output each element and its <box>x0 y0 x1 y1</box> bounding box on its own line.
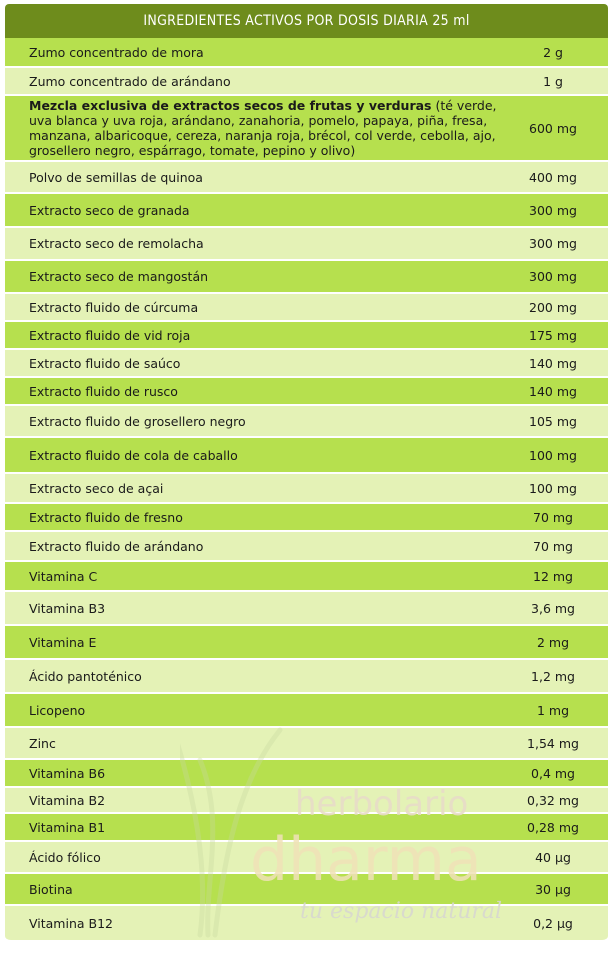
ingredient-amount: 2 mg <box>536 634 570 650</box>
ingredient-name: Extracto seco de mangostán <box>29 269 209 284</box>
ingredient-name: Ácido pantoténico <box>29 668 142 684</box>
ingredient-name: Extracto fluido de grosellero negro <box>29 413 246 429</box>
ingredient-name: Zumo concentrado de arándano <box>29 73 231 89</box>
table-row <box>5 350 608 378</box>
ingredient-name: Biotina <box>29 881 73 897</box>
ingredient-name: Ácido fólico <box>29 849 101 865</box>
table-row <box>5 96 608 162</box>
table-row <box>5 504 608 532</box>
ingredient-amount: 0,4 mg <box>531 765 575 781</box>
table-row <box>5 68 608 96</box>
ingredient-amount: 400 mg <box>529 169 577 185</box>
ingredient-amount: 300 mg <box>529 236 577 251</box>
ingredient-name: Licopeno <box>29 702 86 718</box>
ingredient-name: Extracto fluido de cúrcuma <box>29 299 199 315</box>
ingredient-name: Extracto fluido de rusco <box>29 383 178 399</box>
table-row <box>5 592 608 626</box>
ingredient-amount: 140 mg <box>529 355 577 371</box>
ingredient-amount: 30 µg <box>535 881 571 897</box>
ingredient-amount: 140 mg <box>529 383 577 399</box>
ingredient-amount: 1,2 mg <box>531 668 575 684</box>
table-row <box>5 906 608 942</box>
ingredient-name: Vitamina B6 <box>29 765 106 781</box>
watermark-line-3: tu espacio natural <box>300 899 503 924</box>
ingredient-name: Extracto seco de granada <box>29 202 190 218</box>
ingredient-amount: 100 mg <box>529 447 577 463</box>
table-row <box>5 760 608 788</box>
table-row <box>5 38 608 68</box>
table-row <box>5 562 608 592</box>
ingredient-name: Vitamina E <box>29 634 97 650</box>
ingredient-name-bold: Mezcla exclusiva de extractos secos de frutas y verduras <box>29 98 432 113</box>
table-row <box>5 626 608 660</box>
ingredient-amount: 40 µg <box>535 849 571 865</box>
table-row <box>5 474 608 504</box>
ingredient-name: Zumo concentrado de mora <box>29 44 204 60</box>
ingredient-name: Extracto fluido de vid roja <box>29 327 191 343</box>
ingredient-amount: 1 mg <box>536 702 570 718</box>
table-row <box>5 162 608 194</box>
ingredient-amount: 300 mg <box>529 269 577 284</box>
ingredient-amount: 105 mg <box>529 413 577 429</box>
ingredient-name: Extracto fluido de saúco <box>29 355 181 371</box>
table-row <box>5 378 608 406</box>
ingredients-table <box>5 4 608 942</box>
ingredient-name: Extracto seco de remolacha <box>29 236 204 251</box>
ingredient-name: Vitamina B1 <box>29 819 106 835</box>
ingredient-name: Vitamina B3 <box>29 600 106 616</box>
ingredient-amount: 3,6 mg <box>531 600 575 616</box>
ingredient-name: Vitamina B12 <box>29 915 113 931</box>
ingredient-name: Extracto seco de açai <box>29 480 164 496</box>
ingredient-name: Polvo de semillas de quinoa <box>29 169 203 185</box>
watermark-line-2: dharma <box>250 825 482 895</box>
ingredient-name: Extracto fluido de cola de caballo <box>29 447 238 463</box>
ingredient-amount: 100 mg <box>529 480 577 496</box>
table-row <box>5 788 608 814</box>
table-row <box>5 228 608 261</box>
ingredient-name: Zinc <box>29 735 56 751</box>
table-row <box>5 294 608 322</box>
ingredient-amount: 12 mg <box>533 568 573 584</box>
ingredient-name: Vitamina B2 <box>29 792 106 808</box>
table-header <box>5 4 608 38</box>
ingredient-name <box>5 98 508 158</box>
table-row <box>5 261 608 294</box>
table-row <box>5 814 608 842</box>
table-row <box>5 532 608 562</box>
table-row <box>5 660 608 694</box>
watermark-line-1: herbolario <box>295 784 469 824</box>
table-title: INGREDIENTES ACTIVOS POR DOSIS DIARIA 25 ml <box>143 13 470 29</box>
ingredient-amount: 1,54 mg <box>527 735 579 751</box>
ingredient-name-detail: (té verde, uva blanca y uva roja, arándano, zanahoria, pomelo, papaya, piña, fresa, manzana, albaricoque, cereza, naranja roja, brécol, col verde, cebolla, ajo, grosellero negro, espárrago, tomate, pepino y olivo) <box>29 98 497 158</box>
ingredient-name: Extracto fluido de fresno <box>29 509 183 525</box>
table-body <box>5 38 608 942</box>
ingredient-amount: 70 mg <box>533 509 573 525</box>
ingredient-amount: 300 mg <box>529 202 577 218</box>
ingredient-amount: 2 g <box>543 44 563 60</box>
ingredient-amount: 0,28 mg <box>527 819 579 835</box>
ingredient-amount: 70 mg <box>533 538 573 554</box>
table-row <box>5 694 608 728</box>
ingredient-amount: 1 g <box>543 73 563 89</box>
table-row <box>5 194 608 228</box>
table-row <box>5 322 608 350</box>
ingredient-amount: 0,2 µg <box>533 915 573 931</box>
ingredient-amount: 600 mg <box>529 120 577 136</box>
table-row <box>5 874 608 906</box>
table-row <box>5 728 608 760</box>
table-row <box>5 438 608 474</box>
table-row <box>5 842 608 874</box>
ingredient-amount: 200 mg <box>529 299 577 315</box>
ingredient-name: Vitamina C <box>29 568 98 584</box>
ingredient-name: Extracto fluido de arándano <box>29 538 204 554</box>
ingredient-amount: 0,32 mg <box>527 792 579 808</box>
ingredient-amount: 175 mg <box>529 327 577 343</box>
table-row <box>5 406 608 438</box>
